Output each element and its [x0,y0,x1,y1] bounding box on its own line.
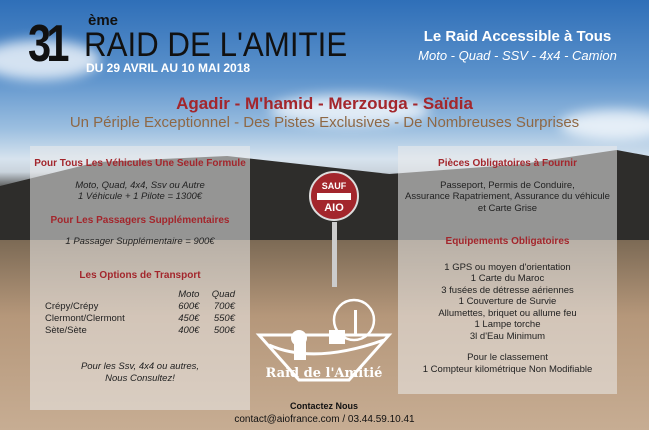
list-item: 3l d'Eau Minimum [469,330,546,342]
text: Pour les Ssv, 4x4 ou autres, [80,361,200,372]
requirements-panel [398,146,617,394]
event-title: RAID DE L'AMITIE [84,26,348,64]
table-row [45,325,235,337]
text: Assurance Rapatriement, Assurance du véhicule [405,191,610,202]
vehicle-types: Moto - Quad - SSV - 4x4 - Camion [418,48,617,63]
logo-text: Raid de l'Amitié [265,366,383,381]
cell: 500€ [213,325,235,336]
cell: 700€ [213,301,235,312]
table-row [45,301,235,313]
pricing-panel [30,146,250,410]
tagline: Le Raid Accessible à Tous [423,28,612,45]
road-sign [309,171,359,221]
cell: 550€ [213,313,235,324]
edition-suffix: ème [88,12,119,29]
sign-bar [317,193,351,200]
heading: Les Options de Transport [79,269,201,281]
cell: Quad [211,289,235,300]
text: Moto, Quad, 4x4, Ssv ou Autre [75,179,205,191]
cell: Clermont/Clermont [45,313,125,324]
contact-title: Contactez Nous [289,401,358,411]
cell: 600€ [178,301,200,312]
list-item: Allumettes, briquet ou allume feu [438,307,577,319]
cell: Sète/Sète [45,325,87,336]
text: Nous Consultez! [105,372,175,384]
text: 1 Véhicule + 1 Pilote = 1300€ [77,191,203,202]
heading: Pour Tous Les Véhicules Une Seule Formule [34,158,246,169]
sign-text: AIO [324,202,344,214]
text: 1 Compteur kilométrique Non Modifiable [422,363,593,375]
table-row [45,313,235,325]
list-item: 1 Lampe torche [474,319,541,330]
text: Passeport, Permis de Conduire, [440,179,575,191]
list-item: 1 GPS ou moyen d'orientation [444,261,571,273]
cell [45,289,167,301]
heading: Equipements Obligatoires [445,236,570,247]
list-item: 3 fusées de détresse aériennes [441,284,574,296]
slogan: Un Périple Exceptionnel - Des Pistes Exclusives - De Nombreuses Surprises [69,114,580,131]
route: Agadir - M'hamid - Merzouga - Saïdia [176,94,473,113]
transport-table [45,289,235,337]
cell: 450€ [178,313,200,324]
list-item: 1 Couverture de Survie [458,296,557,307]
cell: Crépy/Crépy [45,301,99,312]
sign-text: SAUF [321,181,347,191]
text: Pour le classement [467,352,548,363]
cell: Moto [178,289,200,300]
event-dates: DU 29 AVRIL AU 10 MAI 2018 [86,61,251,75]
edition-number: 31 [28,15,65,73]
list-item: 1 Carte du Maroc [470,273,545,284]
contact-info[interactable]: contact@aiofrance.com / 03.44.59.10.41 [234,414,415,425]
sign-pole [332,222,337,287]
heading: Pour Les Passagers Supplémentaires [50,214,230,226]
cell: 400€ [178,325,200,336]
text: 1 Passager Supplémentaire = 900€ [65,236,215,247]
heading: Pièces Obligatoires à Fournir [438,158,577,169]
text: et Carte Grise [477,202,538,214]
